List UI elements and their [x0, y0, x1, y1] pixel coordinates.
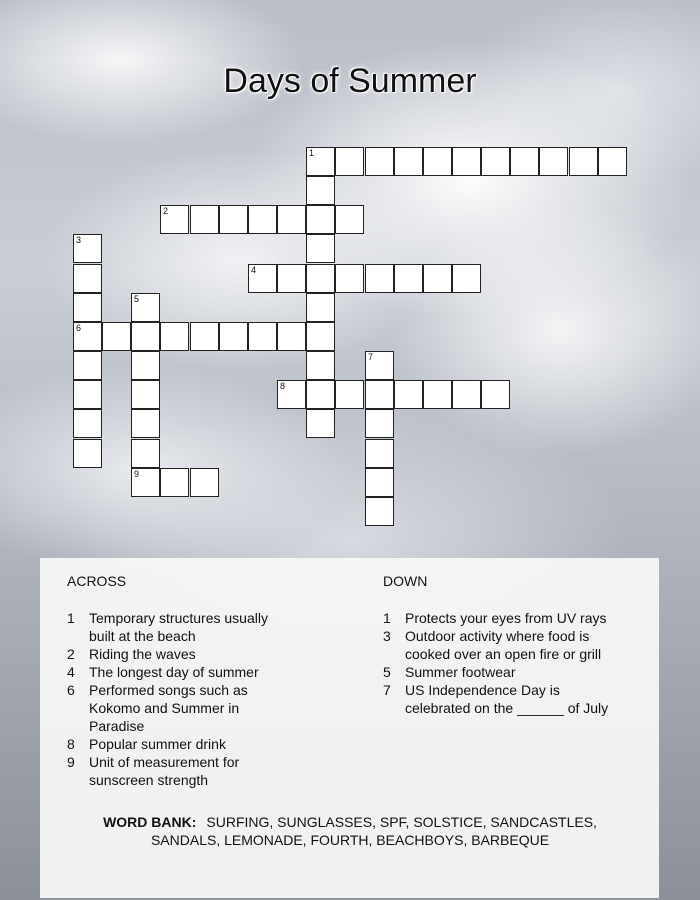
grid-cell[interactable] — [219, 205, 248, 234]
clue-number: 8 — [67, 736, 75, 752]
clue-number: 2 — [67, 646, 75, 662]
grid-cell[interactable] — [306, 351, 335, 380]
grid-cell[interactable] — [365, 439, 394, 468]
grid-cell[interactable] — [73, 409, 102, 438]
grid-cell[interactable] — [102, 322, 131, 351]
clue-text: Summer footwear — [405, 664, 516, 680]
across-clue-list — [67, 609, 287, 789]
grid-cell[interactable] — [73, 264, 102, 293]
grid-cell[interactable] — [306, 264, 335, 293]
clue-number: 5 — [383, 664, 391, 680]
grid-cell[interactable] — [73, 322, 102, 351]
grid-cell[interactable] — [452, 147, 481, 176]
grid-cell[interactable] — [539, 147, 568, 176]
grid-cell[interactable] — [131, 322, 160, 351]
grid-cell[interactable] — [394, 380, 423, 409]
grid-cell[interactable] — [190, 468, 219, 497]
grid-cell[interactable] — [335, 264, 364, 293]
grid-cell[interactable] — [394, 264, 423, 293]
grid-cell[interactable] — [335, 380, 364, 409]
clue-across-1 — [67, 609, 287, 645]
grid-cell[interactable] — [190, 205, 219, 234]
grid-cell[interactable] — [306, 205, 335, 234]
clue-number: 9 — [67, 754, 75, 770]
grid-cell[interactable] — [510, 147, 539, 176]
grid-cell[interactable] — [423, 147, 452, 176]
grid-cell[interactable] — [73, 351, 102, 380]
grid-cell[interactable] — [306, 234, 335, 263]
grid-cell[interactable] — [160, 205, 189, 234]
grid-cell[interactable] — [365, 264, 394, 293]
clue-text: Outdoor activity where food is cooked over an open fire or grill — [405, 628, 602, 662]
clue-text: The longest day of summer — [89, 664, 259, 680]
grid-cell[interactable] — [423, 380, 452, 409]
word-bank-label: WORD BANK: — [103, 814, 197, 830]
grid-cell[interactable] — [131, 439, 160, 468]
cell-number: 7 — [368, 352, 374, 362]
grid-cell[interactable] — [277, 264, 306, 293]
clue-number: 1 — [67, 610, 75, 626]
clue-number: 4 — [67, 664, 75, 680]
grid-cell[interactable] — [73, 234, 102, 263]
grid-cell[interactable] — [306, 322, 335, 351]
grid-cell[interactable] — [306, 293, 335, 322]
clues-panel — [40, 558, 659, 898]
clue-text: Protects your eyes from UV rays — [405, 610, 607, 626]
grid-cell[interactable] — [394, 147, 423, 176]
grid-cell[interactable] — [131, 293, 160, 322]
clue-across-6 — [67, 681, 287, 735]
grid-cell[interactable] — [160, 468, 189, 497]
grid-cell[interactable] — [365, 497, 394, 526]
grid-cell[interactable] — [306, 409, 335, 438]
grid-cell[interactable] — [481, 147, 510, 176]
grid-cell[interactable] — [481, 380, 510, 409]
grid-cell[interactable] — [277, 380, 306, 409]
grid-cell[interactable] — [131, 468, 160, 497]
clue-text: Popular summer drink — [89, 736, 226, 752]
grid-cell[interactable] — [73, 293, 102, 322]
cell-number: 6 — [76, 323, 82, 333]
grid-cell[interactable] — [277, 205, 306, 234]
grid-cell[interactable] — [423, 264, 452, 293]
down-heading: DOWN — [383, 573, 428, 589]
grid-cell[interactable] — [365, 147, 394, 176]
grid-cell[interactable] — [277, 322, 306, 351]
grid-cell[interactable] — [73, 439, 102, 468]
cell-number: 8 — [280, 381, 286, 391]
grid-cell[interactable] — [248, 322, 277, 351]
clue-text: Unit of measurement for sunscreen strength — [89, 754, 240, 788]
clue-text: US Independence Day is celebrated on the ______ of July — [405, 682, 609, 716]
cell-number: 4 — [251, 265, 257, 275]
clue-across-2 — [67, 645, 287, 663]
grid-cell[interactable] — [306, 147, 335, 176]
cell-number: 1 — [309, 148, 315, 158]
grid-cell[interactable] — [452, 264, 481, 293]
cell-number: 3 — [76, 235, 82, 245]
clue-down-7 — [383, 681, 613, 717]
grid-cell[interactable] — [73, 380, 102, 409]
clue-text: Riding the waves — [89, 646, 196, 662]
cell-number: 9 — [134, 469, 140, 479]
grid-cell[interactable] — [131, 380, 160, 409]
across-heading: ACROSS — [67, 573, 127, 589]
clue-number: 6 — [67, 682, 75, 698]
clue-down-1 — [383, 609, 613, 627]
down-clue-list — [383, 609, 613, 717]
grid-cell[interactable] — [365, 468, 394, 497]
word-bank-words: SURFING, SUNGLASSES, SPF, SOLSTICE, SANDCASTLES, SANDALS, LEMONADE, FOURTH, BEACHBOYS, BARBEQUE — [150, 814, 597, 848]
clue-text: Performed songs such as Kokomo and Summer in Paradise — [89, 682, 248, 734]
grid-cell[interactable] — [219, 322, 248, 351]
grid-cell[interactable] — [190, 322, 219, 351]
clue-across-9 — [67, 753, 287, 789]
grid-cell[interactable] — [335, 147, 364, 176]
grid-cell[interactable] — [160, 322, 189, 351]
clue-down-3 — [383, 627, 613, 663]
page-title: Days of Summer — [223, 62, 477, 100]
cell-number: 2 — [163, 206, 169, 216]
grid-cell[interactable] — [598, 147, 627, 176]
clue-across-4 — [67, 663, 287, 681]
grid-cell[interactable] — [248, 205, 277, 234]
grid-cell[interactable] — [365, 380, 394, 409]
clue-text: Temporary structures usually built at the beach — [89, 610, 268, 644]
grid-cell[interactable] — [452, 380, 481, 409]
grid-cell[interactable] — [131, 409, 160, 438]
cell-number: 5 — [134, 294, 140, 304]
grid-cell[interactable] — [306, 176, 335, 205]
grid-cell[interactable] — [569, 147, 598, 176]
grid-cell[interactable] — [365, 409, 394, 438]
grid-cell[interactable] — [365, 351, 394, 380]
grid-cell[interactable] — [131, 351, 160, 380]
clue-number: 7 — [383, 682, 391, 698]
clue-number: 3 — [383, 628, 391, 644]
grid-cell[interactable] — [248, 264, 277, 293]
word-bank — [100, 813, 600, 849]
clue-across-8 — [67, 735, 287, 753]
grid-cell[interactable] — [335, 205, 364, 234]
clue-number: 1 — [383, 610, 391, 626]
grid-cell[interactable] — [306, 380, 335, 409]
clue-down-5 — [383, 663, 613, 681]
